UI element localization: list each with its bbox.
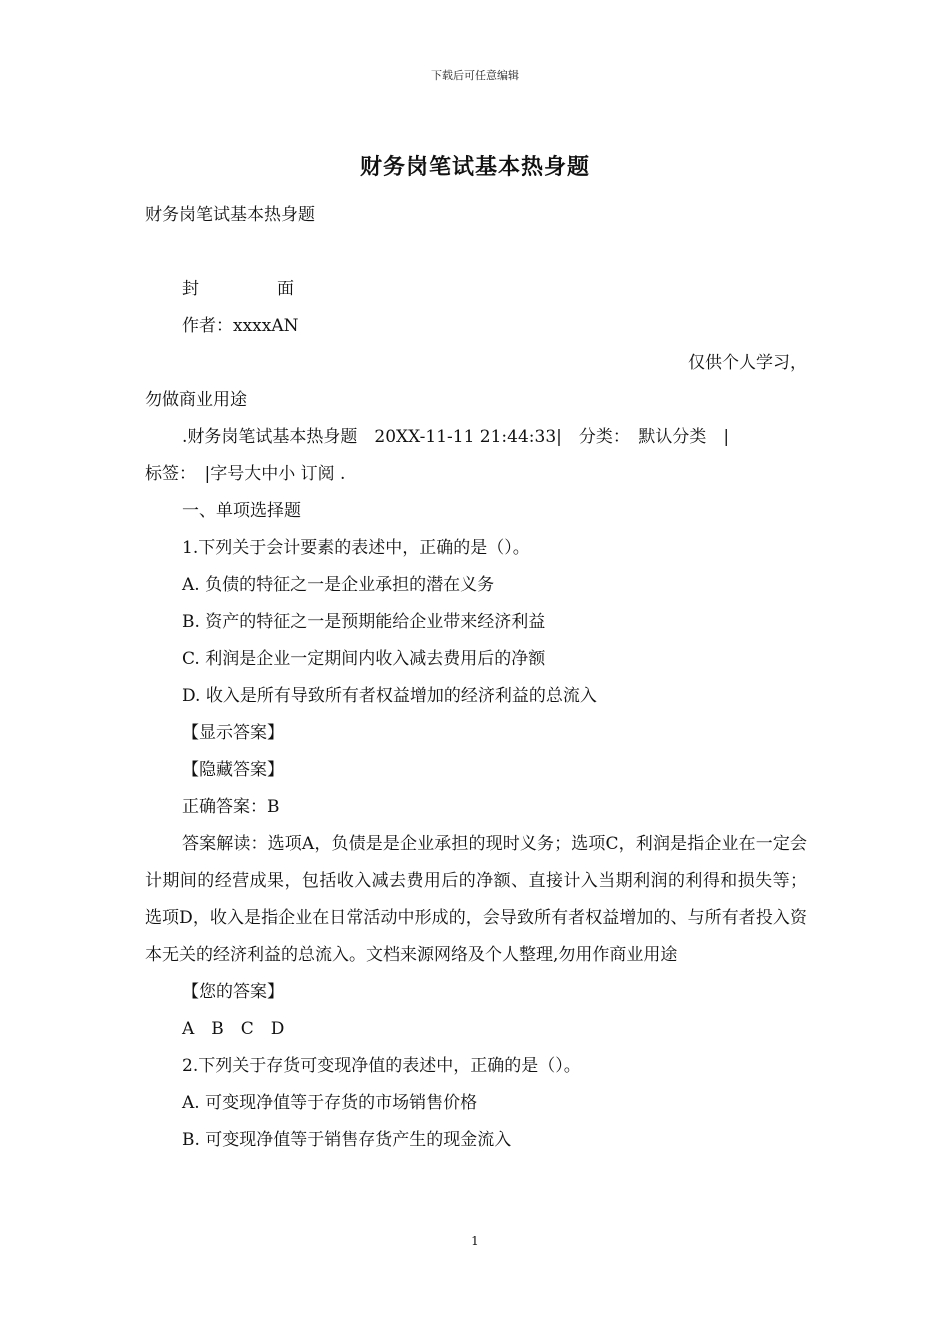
- section-title: 一、单项选择题: [182, 501, 301, 521]
- cover-line: [145, 271, 807, 308]
- question-2-option-b: B. 可变现净值等于销售存货产生的现金流入: [182, 1130, 512, 1150]
- cover-label-left: 封: [182, 279, 199, 299]
- notice-line-1: 仅供个人学习，: [688, 353, 807, 373]
- meta-line-1: .财务岗笔试基本热身题 20XX-11-11 21:44:33| 分类： 默认分类 |: [182, 427, 730, 447]
- notice-line-2: 勿做商业用途: [145, 390, 247, 410]
- meta-line-2: 标签： |字号大中小 订阅 .: [145, 464, 346, 484]
- hide-answer-link[interactable]: 【隐藏答案】: [182, 760, 284, 780]
- your-answer-label: 【您的答案】: [182, 982, 284, 1002]
- show-answer-link[interactable]: 【显示答案】: [182, 723, 284, 743]
- question-1-option-b: B. 资产的特征之一是预期能给企业带来经济利益: [182, 612, 546, 632]
- blank-line: [145, 234, 807, 271]
- question-1: 1.下列关于会计要素的表述中，正确的是（）。: [182, 538, 530, 558]
- answer-explanation: 答案解读：选项A，负债是是企业承担的现时义务；选项C，利润是指企业在一定会计期间的经营成果，包括收入减去费用后的净额、直接计入当期利润的利得和损失等；选项D，收入是指企业在日常活动中形成的，会导致所有者权益增加的、与所有者投入资本无关的经济利益的总流入。文档来源网络及个人整理,勿用作商业用途: [145, 834, 807, 965]
- document-title: 财务岗笔试基本热身题: [359, 154, 590, 180]
- correct-answer: 正确答案：B: [182, 797, 280, 817]
- document-body: [145, 197, 807, 1159]
- question-1-option-a: A. 负债的特征之一是企业承担的潜在义务: [182, 575, 495, 595]
- question-1-option-c: C. 利润是企业一定期间内收入减去费用后的净额: [182, 649, 546, 669]
- subtitle: 财务岗笔试基本热身题: [145, 205, 315, 225]
- question-2: 2.下列关于存货可变现净值的表述中，正确的是（）。: [182, 1056, 581, 1076]
- page-number: 1: [471, 1234, 479, 1248]
- author-line: 作者：xxxxAN: [182, 316, 299, 336]
- page-header: 下载后可任意编辑: [431, 69, 519, 82]
- answer-choices: A B C D: [182, 1019, 285, 1039]
- question-2-option-a: A. 可变现净值等于存货的市场销售价格: [182, 1093, 478, 1113]
- question-1-option-d: D. 收入是所有导致所有者权益增加的经济利益的总流入: [182, 686, 597, 706]
- cover-label-right: 面: [277, 279, 294, 299]
